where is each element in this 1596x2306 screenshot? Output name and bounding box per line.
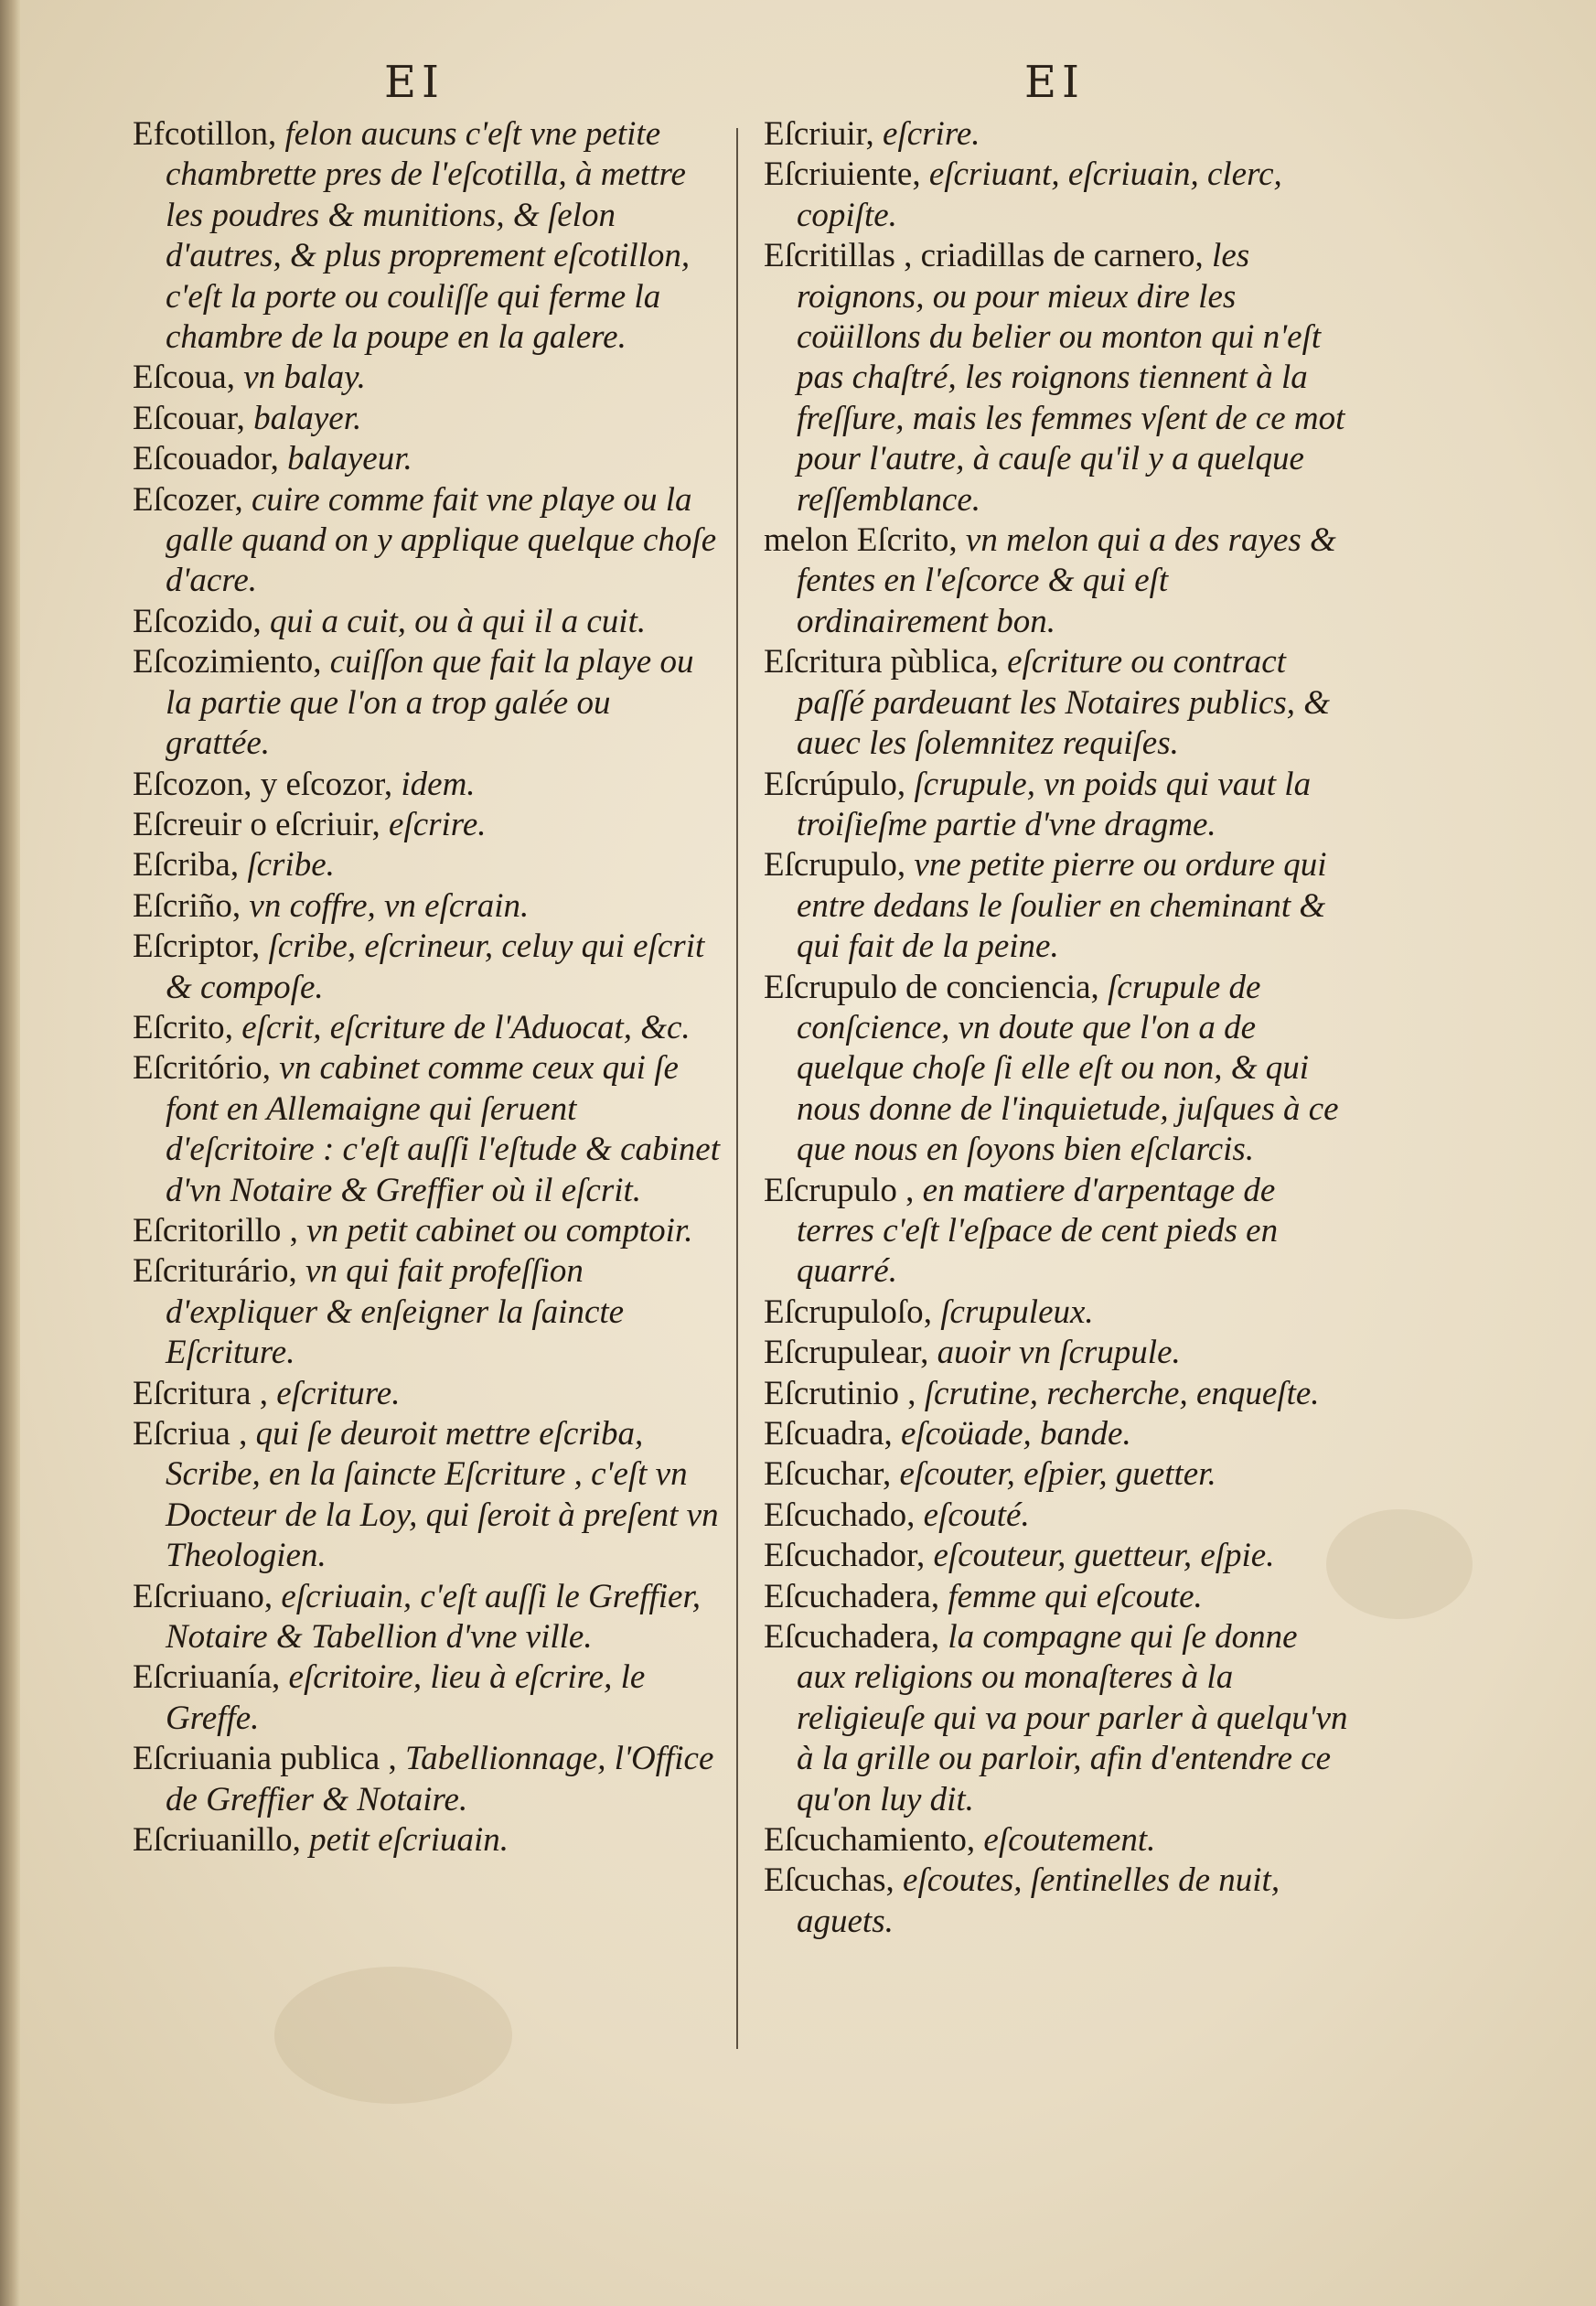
entry-headword: Eſcoua xyxy=(133,359,227,397)
dictionary-entry xyxy=(133,1211,723,1251)
entry-headword: Eſcritorillo xyxy=(133,1211,282,1250)
entry-separator: , xyxy=(883,1455,900,1494)
entry-separator: , xyxy=(896,846,915,885)
entry-definition: eſcouter, eſpier, guetter. xyxy=(899,1455,1216,1494)
running-header-right: EI xyxy=(1024,57,1085,108)
entry-separator: , xyxy=(272,1658,289,1697)
dictionary-entry xyxy=(133,602,723,642)
entry-definition: eſcoutes, ſentinelles de nuit, aguets. xyxy=(797,1861,1280,1940)
entry-definition: Tabellionnage, l'Office de Greffier & Notaire. xyxy=(166,1740,714,1818)
entry-headword: Eſcriuania publica xyxy=(133,1740,380,1778)
dictionary-entry xyxy=(133,927,723,1008)
entry-headword: Eſcuchado xyxy=(764,1496,907,1534)
dictionary-entry xyxy=(133,439,723,479)
dictionary-entry xyxy=(764,1414,1349,1454)
entry-separator: , xyxy=(896,765,915,803)
entry-definition: eſcritoire, lieu à eſcrire, le Greffe. xyxy=(166,1658,646,1737)
entry-definition: eſcrire. xyxy=(389,805,487,843)
entry-definition: idem. xyxy=(401,765,476,803)
entry-headword: Eſcozido xyxy=(133,602,253,640)
entry-headword: Eſcouador xyxy=(133,440,271,478)
entry-separator: , xyxy=(923,1292,941,1331)
dictionary-entry xyxy=(764,765,1349,846)
entry-definition: en matiere d'arpentage de terres c'eſt l'eſpace de cent pieds en quarré. xyxy=(797,1171,1279,1291)
entry-headword: Efcotillon xyxy=(133,115,268,153)
dictionary-entry xyxy=(764,1496,1349,1536)
entry-headword: Eſcriuano xyxy=(133,1577,264,1615)
entry-separator: , xyxy=(252,602,271,640)
entry-definition: ſcrupule, vn poids qui vaut la troiſieſme partie d'vne dragme. xyxy=(797,765,1312,843)
entry-headword: Eſcriturário xyxy=(133,1252,289,1291)
entry-separator: , xyxy=(231,886,250,925)
entry-headword: Eſcrupulo xyxy=(764,846,897,885)
dictionary-entry xyxy=(764,1292,1349,1333)
entry-definition: felon aucuns c'eſt vne petite chambrette pres de l'eſcotilla, à mettre les poudres & munitions, & ſelon d'autres, & plus proprement eſcotillon, c'eſt la porte ou couliſſe qui ferme la chambre de la poupe en la galere. xyxy=(166,115,691,357)
dictionary-entry xyxy=(133,765,723,805)
entry-headword: Eſcozon, y eſcozor xyxy=(133,765,384,803)
entry-headword: Eſcozimiento xyxy=(133,643,314,681)
entry-separator: , xyxy=(948,521,966,560)
entry-headword: Eſcuchamiento xyxy=(764,1821,967,1860)
entry-separator: , xyxy=(1194,237,1213,275)
entry-headword: Eſcrutinio xyxy=(764,1374,899,1412)
entry-definition: qui a cuit, ou à qui il a cuit. xyxy=(270,602,647,640)
entry-headword: Eſcritillas , criadillas de carnero xyxy=(764,237,1195,275)
dictionary-entry xyxy=(764,1454,1349,1495)
entry-separator: , xyxy=(380,1740,405,1778)
entry-separator: , xyxy=(916,1537,934,1575)
dictionary-entry xyxy=(133,358,723,398)
entry-definition: eſcouteur, guetteur, eſpie. xyxy=(933,1537,1275,1575)
entry-separator: , xyxy=(885,1861,904,1900)
dictionary-entry xyxy=(764,155,1349,236)
entry-separator: , xyxy=(990,643,1008,681)
entry-definition: eſcriuain, c'eſt auſſi le Greffier, Notaire & Tabellion d'vne ville. xyxy=(166,1577,701,1657)
entry-headword: Eſcritório xyxy=(133,1049,262,1088)
entry-separator: , xyxy=(966,1821,984,1860)
dictionary-entry xyxy=(133,1414,723,1577)
entry-definition: la compagne qui ſe donne aux religions ou monaſteres à la religieuſe qui va pour parler à quelqu'vn à la grille ou parloir, afin d'entendre ce qu'on luy dit. xyxy=(797,1618,1348,1818)
entry-separator: , xyxy=(252,928,269,966)
entry-separator: , xyxy=(1090,968,1108,1006)
entry-separator: , xyxy=(930,1618,948,1657)
entry-separator: , xyxy=(912,156,929,194)
entry-definition: balayer. xyxy=(253,399,362,437)
dictionary-entry xyxy=(764,236,1349,520)
entry-separator: , xyxy=(371,805,389,843)
entry-separator: , xyxy=(251,1374,277,1412)
entry-definition: ſcribe. xyxy=(247,846,335,885)
entry-definition: eſcoutement. xyxy=(983,1821,1156,1860)
entry-headword: Eſcriuanía xyxy=(133,1658,273,1697)
dictionary-entry xyxy=(764,1171,1349,1292)
entry-definition: eſcriuant, eſcriuain, clerc, copiſte. xyxy=(797,156,1282,234)
dictionary-entry xyxy=(133,1577,723,1658)
entry-separator: , xyxy=(236,399,254,437)
entry-definition: balayeur. xyxy=(287,440,412,478)
entry-separator: , xyxy=(230,1415,256,1453)
entry-headword: Eſcuchar xyxy=(764,1455,883,1494)
entry-headword: Eſcritura pùblica xyxy=(764,643,991,681)
entry-definition: vn petit cabinet ou comptoir. xyxy=(306,1211,693,1250)
entry-definition: les roignons, ou pour mieux dire les coüillons du belier ou monton qui n'eſt pas chaſtré, les roignons tiennent à la freſſure, mais les femmes vſent de ce mot pour l'autre, à cauſe qu'il y a quelque reſſemblance. xyxy=(797,237,1345,519)
entry-separator: , xyxy=(884,1415,901,1453)
entry-definition: cuire comme fait vne playe ou la galle quand on y applique quelque choſe d'acre. xyxy=(166,480,717,600)
entry-headword: Eſcrito xyxy=(133,1008,225,1046)
entry-definition: vne petite pierre ou ordure qui entre dedans le ſoulier en cheminant & qui fait de la peine. xyxy=(797,846,1327,966)
dictionary-entry xyxy=(764,968,1349,1171)
entry-definition: eſcrit, eſcriture de l'Aduocat, &c. xyxy=(241,1008,691,1046)
entry-definition: vn qui fait profeſſion d'expliquer & enſeigner la ſaincte Eſcriture. xyxy=(166,1252,625,1372)
dictionary-entry xyxy=(133,1251,723,1373)
entry-definition: qui ſe deuroit mettre eſcriba, Scribe, en la ſaincte Eſcriture , c'eſt vn Docteur de la Loy, qui ſeroit à preſent vn Theologien. xyxy=(166,1415,719,1575)
entry-headword: Eſcrúpulo xyxy=(764,765,897,803)
dictionary-entry xyxy=(764,1374,1349,1414)
entry-definition: cuiſſon que fait la playe ou la partie que l'on a trop galée ou grattée. xyxy=(166,643,694,763)
dictionary-entry xyxy=(133,1008,723,1048)
entry-definition: vn cabinet comme ceux qui ſe font en Allemaigne qui ſeruent d'eſcritoire : c'eſt auſſi l'eſtude & cabinet d'vn Notaire & Greffier où il eſcrit. xyxy=(166,1049,720,1209)
entry-headword: Eſcriuanillo xyxy=(133,1821,293,1860)
entry-headword: Eſcriño xyxy=(133,886,232,925)
entry-headword: Eſcrupulo xyxy=(764,1171,897,1209)
dictionary-entry xyxy=(133,886,723,927)
entry-headword: Eſcriba xyxy=(133,846,230,885)
dictionary-entry xyxy=(133,1374,723,1414)
entry-separator: , xyxy=(263,1577,282,1615)
entry-separator: , xyxy=(224,1008,242,1046)
entry-headword: melon Eſcrito xyxy=(764,521,949,560)
entry-headword: Eſcozer xyxy=(133,480,235,519)
entry-headword: Eſcuchas xyxy=(764,1861,886,1900)
dictionary-entry xyxy=(133,1739,723,1820)
entry-definition: ſcrupule de conſcience, vn doute que l'on a de quelque choſe ſi elle eſt ou non, & qui nous donne de l'inquietude, juſques à ce que nous en ſoyons bien eſclarcis. xyxy=(797,968,1339,1169)
dictionary-entry xyxy=(764,1536,1349,1576)
book-binding-edge xyxy=(0,0,20,2306)
entry-headword: Eſcreuir o eſcriuir xyxy=(133,805,372,843)
entry-headword: Eſcuchador xyxy=(764,1537,916,1575)
dictionary-entry xyxy=(133,805,723,845)
entry-separator: , xyxy=(896,1171,923,1209)
entry-definition: vn coffre, vn eſcrain. xyxy=(249,886,530,925)
dictionary-entry xyxy=(764,1333,1349,1373)
dictionary-entry xyxy=(764,642,1349,764)
dictionary-entry xyxy=(133,642,723,764)
entry-definition: ſcrutine, recherche, enqueſte. xyxy=(924,1374,1320,1412)
entry-separator: , xyxy=(234,480,252,519)
entry-separator: , xyxy=(270,440,288,478)
entry-separator: , xyxy=(906,1496,924,1534)
entry-headword: Eſcuadra xyxy=(764,1415,884,1453)
dictionary-entry xyxy=(133,1657,723,1739)
entry-definition: eſcriture. xyxy=(276,1374,401,1412)
entry-definition: eſcriture ou contract paſſé pardeuant les Notaires publics, & auec les ſolemnitez requiſes. xyxy=(797,643,1331,763)
dictionary-entry xyxy=(133,1820,723,1861)
entry-separator: , xyxy=(898,1374,925,1412)
entry-headword: Eſcrupulo de conciencia xyxy=(764,968,1091,1006)
entry-separator: , xyxy=(226,359,244,397)
entry-separator: , xyxy=(281,1211,307,1250)
entry-headword: Eſcuchadera xyxy=(764,1577,931,1615)
entry-definition: femme qui eſcoute. xyxy=(948,1577,1203,1615)
entry-definition: eſcouté. xyxy=(923,1496,1030,1534)
entry-definition: vn balay. xyxy=(243,359,366,397)
dictionary-entry xyxy=(764,1820,1349,1861)
column-divider xyxy=(736,128,738,2049)
entry-separator: , xyxy=(230,846,248,885)
entry-headword: Eſcriua xyxy=(133,1415,230,1453)
entry-separator: , xyxy=(313,643,330,681)
dictionary-entry xyxy=(764,520,1349,642)
entry-headword: Eſcrupuloſo xyxy=(764,1292,924,1331)
entry-separator: , xyxy=(930,1577,948,1615)
entry-separator: , xyxy=(383,765,402,803)
entry-headword: Eſcouar xyxy=(133,399,237,437)
entry-definition: petit eſcriuain. xyxy=(309,1821,509,1860)
entry-separator: , xyxy=(292,1821,310,1860)
dictionary-entry xyxy=(133,114,723,358)
entry-separator: , xyxy=(288,1252,306,1291)
running-header-left: EI xyxy=(384,57,445,108)
entry-definition: ſcribe, eſcrineur, celuy qui eſcrit & compoſe. xyxy=(166,928,705,1006)
dictionary-entry xyxy=(764,1577,1349,1617)
entry-separator: , xyxy=(267,115,285,153)
entry-headword: Eſcriuiente xyxy=(764,156,913,194)
entry-headword: Eſcrupulear xyxy=(764,1334,921,1372)
entry-separator: , xyxy=(865,115,884,153)
dictionary-entry xyxy=(764,114,1349,155)
entry-headword: Eſcuchadera xyxy=(764,1618,931,1657)
entry-headword: Eſcritura xyxy=(133,1374,252,1412)
dictionary-entry xyxy=(764,845,1349,967)
paper-stain xyxy=(274,1967,512,2104)
entry-definition: ſcrupuleux. xyxy=(940,1292,1094,1331)
right-column xyxy=(764,114,1349,1942)
entry-separator: , xyxy=(920,1334,937,1372)
entry-definition: auoir vn ſcrupule. xyxy=(937,1334,1181,1372)
dictionary-entry xyxy=(133,1048,723,1211)
dictionary-entry xyxy=(133,480,723,602)
entry-definition: eſcrire. xyxy=(883,115,980,153)
left-column xyxy=(133,114,723,1861)
entry-headword: Eſcriuir xyxy=(764,115,866,153)
entry-headword: Eſcriptor xyxy=(133,928,252,966)
dictionary-entry xyxy=(764,1861,1349,1942)
dictionary-entry xyxy=(764,1617,1349,1820)
entry-separator: , xyxy=(262,1049,280,1088)
dictionary-entry xyxy=(133,399,723,439)
dictionary-entry xyxy=(133,845,723,885)
entry-definition: eſcoüade, bande. xyxy=(900,1415,1131,1453)
entry-definition: vn melon qui a des rayes & fentes en l'eſcorce & qui eſt ordinairement bon. xyxy=(797,521,1336,640)
